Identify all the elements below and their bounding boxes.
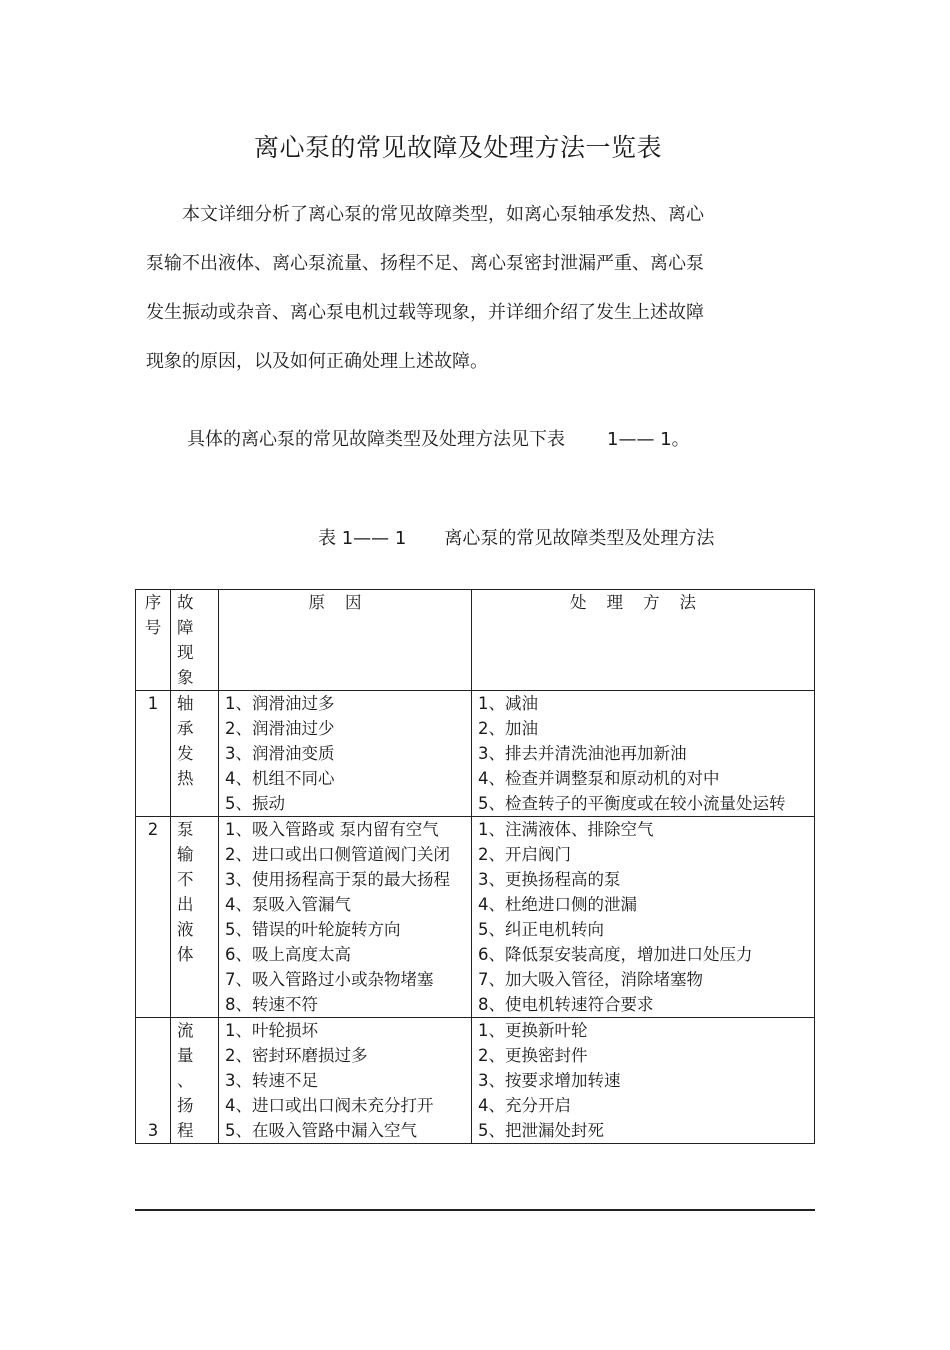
header-seq: 序 号 [136,590,171,691]
header-cause: 原因 [219,590,472,691]
row-symptom: 轴 承 发 热 [171,691,219,817]
fault-table [135,589,815,1144]
table-header-row [136,590,815,691]
header-fix: 处理方法 [472,590,815,691]
intro-line: 本文详细分析了离心泵的常见故障类型，如离心泵轴承发热、离心 [182,204,704,225]
header-symptom: 故 障 现 象 [171,590,219,691]
table-bottom-rule [135,1209,815,1211]
page-cutoff [133,1210,833,1350]
table-row [136,817,815,1018]
row-fixes: 1、注满液体、排除空气 2、开启阀门 3、更换扬程高的泵 4、杜绝进口侧的泄漏 5、纠正电机转向 6、降低泵安装高度，增加进口处压力 7、加大吸入管径，消除堵塞物 8、使电机转速符合要求 [472,817,815,1018]
row-symptom: 泵 输 不 出 液 体 [171,817,219,1018]
table-reference [187,425,690,451]
intro-line: 现象的原因，以及如何正确处理上述故障。 [146,351,488,372]
row-causes: 1、吸入管路或 泵内留有空气 2、进口或出口侧管道阀门关闭 3、使用扬程高于泵的最大扬程 4、泵吸入管漏气 5、错误的叶轮旋转方向 6、吸上高度太高 7、吸入管路过小或杂物堵塞 8、转速不符 [219,817,472,1018]
intro-line: 泵输不出液体、离心泵流量、扬程不足、离心泵密封泄漏严重、离心泵 [146,253,704,274]
row-fixes: 1、更换新叶轮 2、更换密封件 3、按要求增加转速 4、充分开启 5、把泄漏处封死 [472,1018,815,1144]
intro-line: 发生振动或杂音、离心泵电机过载等现象，并详细介绍了发生上述故障 [146,302,704,323]
table-row [136,1018,815,1144]
row-symptom: 流 量 、 扬 程 [171,1018,219,1144]
reference-text: 具体的离心泵的常见故障类型及处理方法见下表 [187,429,565,450]
caption-label: 表 1—— 1 [318,528,407,549]
row-seq: 1 [136,691,171,817]
caption-title: 离心泵的常见故障类型及处理方法 [444,528,715,549]
intro-paragraph [146,190,766,386]
row-seq: 3 [136,1018,171,1144]
table-caption [318,524,714,550]
row-causes: 1、润滑油过多 2、润滑油过少 3、润滑油变质 4、机组不同心 5、振动 [219,691,472,817]
row-causes: 1、叶轮损坏 2、密封环磨损过多 3、转速不足 4、进口或出口阀未充分打开 5、在吸入管路中漏入空气 [219,1018,472,1144]
row-fixes: 1、减油 2、加油 3、排去并清洗油池再加新油 4、检查并调整泵和原动机的对中 5、检查转子的平衡度或在较小流量处运转 [472,691,815,817]
table-row [136,691,815,817]
row-seq: 2 [136,817,171,1018]
document-title: 离心泵的常见故障及处理方法一览表 [253,133,662,162]
reference-number: 1—— 1。 [607,429,690,450]
